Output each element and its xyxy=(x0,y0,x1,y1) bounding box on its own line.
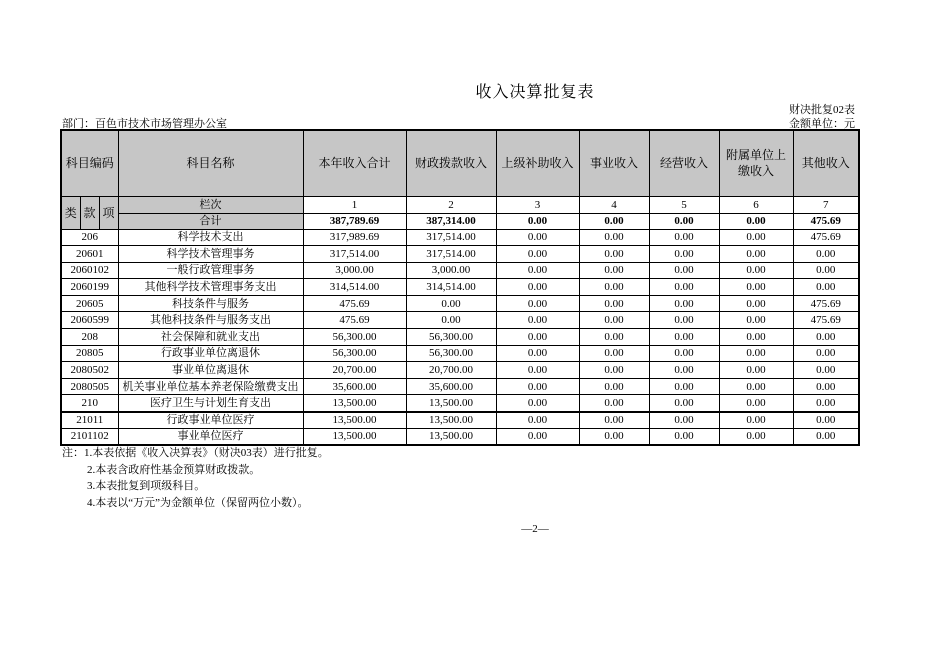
header-fiscal-appropriation: 财政拨款收入 xyxy=(406,130,496,196)
amount-cell: 0.00 xyxy=(719,428,793,445)
amount-cell: 0.00 xyxy=(496,362,579,379)
amount-cell: 0.00 xyxy=(719,329,793,346)
amount-cell: 0.00 xyxy=(719,345,793,362)
index-label: 栏次 xyxy=(118,196,303,213)
index-row xyxy=(61,196,859,213)
subject-name: 一般行政管理事务 xyxy=(118,262,303,279)
subject-name: 事业单位医疗 xyxy=(118,428,303,445)
subject-code: 20605 xyxy=(61,295,118,312)
amount-cell: 0.00 xyxy=(579,345,649,362)
amount-cell: 0.00 xyxy=(793,395,859,412)
subject-code: 208 xyxy=(61,329,118,346)
amount-cell: 0.00 xyxy=(649,246,719,263)
table-row xyxy=(61,395,859,412)
amount-cell: 0.00 xyxy=(496,279,579,296)
index-value: 1 xyxy=(303,196,406,213)
amount-cell: 0.00 xyxy=(579,362,649,379)
table-row xyxy=(61,246,859,263)
amount-cell: 0.00 xyxy=(793,428,859,445)
amount-cell: 0.00 xyxy=(793,345,859,362)
subject-name: 机关事业单位基本养老保险缴费支出 xyxy=(118,378,303,395)
table-row xyxy=(61,229,859,246)
amount-cell: 0.00 xyxy=(579,312,649,329)
notes xyxy=(62,445,329,511)
amount-cell: 13,500.00 xyxy=(406,395,496,412)
amount-cell: 0.00 xyxy=(496,229,579,246)
amount-cell: 56,300.00 xyxy=(406,345,496,362)
amount-cell: 317,514.00 xyxy=(406,229,496,246)
total-value: 387,789.69 xyxy=(303,213,406,229)
amount-cell: 0.00 xyxy=(719,262,793,279)
amount-cell: 3,000.00 xyxy=(406,262,496,279)
amount-cell: 0.00 xyxy=(793,329,859,346)
amount-cell: 0.00 xyxy=(496,412,579,429)
table-row xyxy=(61,345,859,362)
amount-cell: 0.00 xyxy=(579,395,649,412)
header-other-income: 其他收入 xyxy=(793,130,859,196)
total-row xyxy=(61,213,859,229)
header-operating-income: 经营收入 xyxy=(649,130,719,196)
header-total-income: 本年收入合计 xyxy=(303,130,406,196)
amount-cell: 0.00 xyxy=(579,295,649,312)
amount-cell: 0.00 xyxy=(649,229,719,246)
subject-name: 医疗卫生与计划生育支出 xyxy=(118,395,303,412)
amount-cell: 35,600.00 xyxy=(303,378,406,395)
amount-cell: 0.00 xyxy=(496,246,579,263)
total-value: 0.00 xyxy=(649,213,719,229)
page-title: 收入决算批复表 xyxy=(475,84,595,101)
total-value: 0.00 xyxy=(719,213,793,229)
amount-cell: 0.00 xyxy=(496,395,579,412)
amount-cell: 475.69 xyxy=(303,295,406,312)
amount-cell: 0.00 xyxy=(496,262,579,279)
subject-code: 210 xyxy=(61,395,118,412)
amount-cell: 13,500.00 xyxy=(406,428,496,445)
amount-cell: 0.00 xyxy=(793,262,859,279)
amount-cell: 0.00 xyxy=(719,295,793,312)
amount-cell: 13,500.00 xyxy=(303,428,406,445)
amount-cell: 0.00 xyxy=(719,246,793,263)
amount-cell: 317,989.69 xyxy=(303,229,406,246)
amount-cell: 56,300.00 xyxy=(303,329,406,346)
subject-name: 科学技术管理事务 xyxy=(118,246,303,263)
form-number: 财决批复02表 xyxy=(789,104,855,116)
amount-cell: 314,514.00 xyxy=(406,279,496,296)
amount-cell: 35,600.00 xyxy=(406,378,496,395)
header-affiliated-income: 附属单位上缴收入 xyxy=(719,130,793,196)
amount-cell: 0.00 xyxy=(649,412,719,429)
table-row xyxy=(61,378,859,395)
amount-cell: 0.00 xyxy=(719,378,793,395)
amount-cell: 0.00 xyxy=(496,312,579,329)
amount-cell: 0.00 xyxy=(579,279,649,296)
header-business-income: 事业收入 xyxy=(579,130,649,196)
subject-code: 20601 xyxy=(61,246,118,263)
amount-unit: 金额单位：元 xyxy=(789,118,855,130)
subject-code: 2060102 xyxy=(61,262,118,279)
total-value: 0.00 xyxy=(579,213,649,229)
amount-cell: 0.00 xyxy=(719,279,793,296)
amount-cell: 0.00 xyxy=(649,395,719,412)
amount-cell: 13,500.00 xyxy=(406,412,496,429)
amount-cell: 0.00 xyxy=(793,378,859,395)
note-line: 注：1.本表依据《收入决算表》（财决03表）进行批复。 xyxy=(62,447,329,459)
amount-cell: 0.00 xyxy=(579,229,649,246)
sub-code-section: 款 xyxy=(80,196,99,229)
amount-cell: 13,500.00 xyxy=(303,395,406,412)
income-settlement-table xyxy=(60,129,860,446)
amount-cell: 0.00 xyxy=(406,312,496,329)
amount-cell: 0.00 xyxy=(649,329,719,346)
amount-cell: 317,514.00 xyxy=(303,246,406,263)
index-value: 7 xyxy=(793,196,859,213)
amount-cell: 56,300.00 xyxy=(303,345,406,362)
amount-cell: 0.00 xyxy=(793,362,859,379)
index-value: 4 xyxy=(579,196,649,213)
amount-cell: 0.00 xyxy=(579,378,649,395)
subject-name: 事业单位离退休 xyxy=(118,362,303,379)
amount-cell: 0.00 xyxy=(719,229,793,246)
total-value: 387,314.00 xyxy=(406,213,496,229)
note-line: 4.本表以“万元”为金额单位（保留两位小数）。 xyxy=(87,496,309,509)
amount-cell: 0.00 xyxy=(496,345,579,362)
amount-cell: 0.00 xyxy=(649,295,719,312)
subject-name: 其他科学技术管理事务支出 xyxy=(118,279,303,296)
department-label: 部门：百色市技术市场管理办公室 xyxy=(62,118,227,130)
amount-cell: 0.00 xyxy=(579,412,649,429)
subject-name: 科学技术支出 xyxy=(118,229,303,246)
sub-code-item: 项 xyxy=(99,196,118,229)
amount-cell: 0.00 xyxy=(649,362,719,379)
sub-code-class: 类 xyxy=(61,196,80,229)
index-value: 6 xyxy=(719,196,793,213)
amount-cell: 0.00 xyxy=(649,312,719,329)
subject-name: 其他科技条件与服务支出 xyxy=(118,312,303,329)
subject-code: 206 xyxy=(61,229,118,246)
amount-cell: 0.00 xyxy=(719,312,793,329)
amount-cell: 0.00 xyxy=(496,295,579,312)
amount-cell: 0.00 xyxy=(793,279,859,296)
table-row xyxy=(61,428,859,445)
header-superior-subsidy: 上级补助收入 xyxy=(496,130,579,196)
amount-cell: 0.00 xyxy=(719,362,793,379)
subject-name: 行政事业单位医疗 xyxy=(118,412,303,429)
amount-cell: 0.00 xyxy=(496,428,579,445)
amount-cell: 56,300.00 xyxy=(406,329,496,346)
table-row xyxy=(61,279,859,296)
amount-cell: 0.00 xyxy=(579,262,649,279)
index-value: 3 xyxy=(496,196,579,213)
amount-cell: 0.00 xyxy=(649,279,719,296)
amount-cell: 0.00 xyxy=(496,329,579,346)
table-row xyxy=(61,362,859,379)
subject-name: 科技条件与服务 xyxy=(118,295,303,312)
amount-cell: 317,514.00 xyxy=(406,246,496,263)
subject-code: 21011 xyxy=(61,412,118,429)
amount-cell: 0.00 xyxy=(649,345,719,362)
amount-cell: 475.69 xyxy=(793,229,859,246)
amount-cell: 0.00 xyxy=(406,295,496,312)
amount-cell: 0.00 xyxy=(719,412,793,429)
total-value: 0.00 xyxy=(496,213,579,229)
table-row xyxy=(61,312,859,329)
amount-cell: 475.69 xyxy=(303,312,406,329)
subject-name: 社会保障和就业支出 xyxy=(118,329,303,346)
amount-cell: 0.00 xyxy=(793,246,859,263)
note-line: 3.本表批复到项级科目。 xyxy=(87,480,206,492)
amount-cell: 20,700.00 xyxy=(406,362,496,379)
amount-cell: 3,000.00 xyxy=(303,262,406,279)
amount-cell: 0.00 xyxy=(579,329,649,346)
subject-code: 2060199 xyxy=(61,279,118,296)
amount-cell: 0.00 xyxy=(579,246,649,263)
subject-code: 2101102 xyxy=(61,428,118,445)
amount-cell: 0.00 xyxy=(793,412,859,429)
subject-code: 2080505 xyxy=(61,378,118,395)
total-label: 合计 xyxy=(118,213,303,229)
amount-cell: 0.00 xyxy=(719,395,793,412)
note-line: 2.本表含政府性基金预算财政拨款。 xyxy=(87,463,261,476)
amount-cell: 475.69 xyxy=(793,295,859,312)
index-value: 2 xyxy=(406,196,496,213)
subject-code: 20805 xyxy=(61,345,118,362)
amount-cell: 0.00 xyxy=(496,378,579,395)
amount-cell: 20,700.00 xyxy=(303,362,406,379)
table-row xyxy=(61,329,859,346)
amount-cell: 475.69 xyxy=(793,312,859,329)
total-value: 475.69 xyxy=(793,213,859,229)
amount-cell: 0.00 xyxy=(649,428,719,445)
table-row xyxy=(61,412,859,429)
header-row xyxy=(61,130,859,196)
table-row xyxy=(61,262,859,279)
table-row xyxy=(61,295,859,312)
subject-code: 2060599 xyxy=(61,312,118,329)
amount-cell: 13,500.00 xyxy=(303,412,406,429)
subject-code: 2080502 xyxy=(61,362,118,379)
subject-name: 行政事业单位离退休 xyxy=(118,345,303,362)
header-name: 科目名称 xyxy=(118,130,303,196)
page-number: —2— xyxy=(521,523,549,535)
amount-cell: 0.00 xyxy=(649,378,719,395)
amount-cell: 314,514.00 xyxy=(303,279,406,296)
index-value: 5 xyxy=(649,196,719,213)
amount-cell: 0.00 xyxy=(649,262,719,279)
header-code: 科目编码 xyxy=(61,130,118,196)
amount-cell: 0.00 xyxy=(579,428,649,445)
